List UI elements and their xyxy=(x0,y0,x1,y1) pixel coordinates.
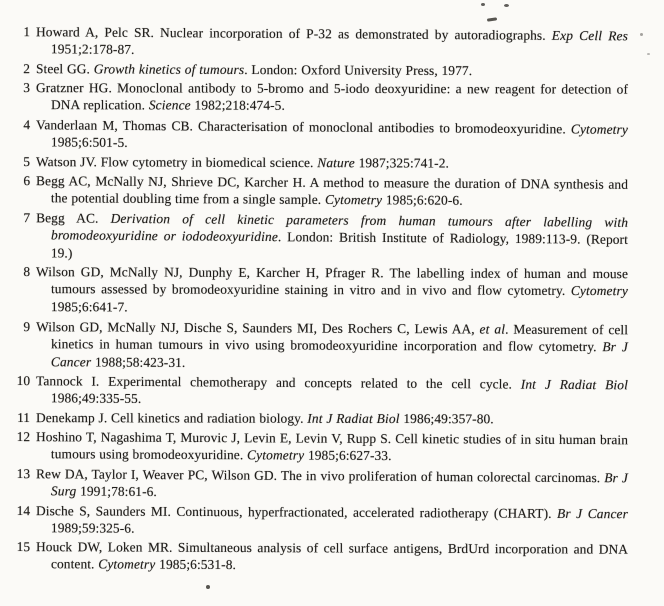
reference-item xyxy=(8,538,628,576)
scan-dash-mark xyxy=(487,17,497,21)
reference-text: Houck DW, Loken MR. Simultaneous analysis of cell surface antigens, BrdUrd incorporation and DNA content. Cytometry 1985;6:531-8. xyxy=(36,539,629,573)
reference-text: Begg AC. Derivation of cell kinetic parameters from human tumours after labelling with bromodeoxyuridine or iododeoxyuridine. London: British Institute of Radiology, 1989:113-9. (Report 19.) xyxy=(36,210,629,261)
reference-text: Watson JV. Flow cytometry in biomedical science. Nature 1987;325:741-2. xyxy=(35,153,450,171)
reference-item xyxy=(8,409,628,428)
reference-item xyxy=(8,318,628,373)
reference-text: Rew DA, Taylor I, Weaver PC, Wilson GD. The in vivo proliferation of human colorectal carcinomas. Br J Surg 1991;78:61-6. xyxy=(36,465,629,500)
reference-text: Steel GG. Growth kinetics of tumours. London: Oxford University Press, 1977. xyxy=(35,60,473,78)
reference-number: 12 xyxy=(16,428,31,445)
reference-item xyxy=(8,23,628,62)
reference-item xyxy=(8,116,628,156)
reference-item xyxy=(8,428,628,466)
reference-number: 7 xyxy=(23,210,31,226)
reference-item xyxy=(8,465,628,504)
reference-number: 13 xyxy=(16,465,31,481)
reference-number: 11 xyxy=(17,409,31,425)
reference-list xyxy=(8,23,628,575)
reference-number: 3 xyxy=(23,80,31,96)
reference-text: Begg AC, McNally NJ, Shrieve DC, Karcher H. A method to measure the duration of DNA synthesis and the potential doubling time from a single sample. Cytometry 1985;6:620-6. xyxy=(36,173,629,209)
reference-number: 14 xyxy=(16,502,31,518)
reference-text: Tannock I. Experimental chemotherapy and concepts related to the cell cycle. Int J Radiat Biol 1986;49:335-55. xyxy=(36,372,629,407)
reference-number: 5 xyxy=(23,153,31,169)
reference-item xyxy=(8,153,628,173)
reference-item xyxy=(8,172,628,211)
reference-number: 6 xyxy=(23,173,31,189)
scan-speck xyxy=(481,3,485,6)
reference-number: 1 xyxy=(23,24,31,40)
reference-text: Howard A, Pelc SR. Nuclear incorporation of P-32 as demonstrated by autoradiographs. Exp Cell Res 1951;2:178-87. xyxy=(36,24,629,58)
reference-text: Wilson GD, McNally NJ, Dunphy E, Karcher H, Pfrager R. The labelling index of human and mouse tumours assessed by bromodeoxyuridine staining in vitro and in vivo and flow cytometry. Cytometry 1985;6:641-7. xyxy=(36,264,629,315)
scan-speck xyxy=(640,33,643,36)
reference-item xyxy=(8,209,628,266)
reference-number: 15 xyxy=(16,539,31,555)
reference-number: 2 xyxy=(23,60,31,76)
reference-number: 8 xyxy=(23,264,31,280)
reference-item xyxy=(8,502,628,540)
reference-text: Hoshino T, Nagashima T, Murovic J, Levin E, Levin V, Rupp S. Cell kinetic studies of in situ human brain tumours using bromodeoxyuridine. Cytometry 1985;6:627-33. xyxy=(36,429,629,464)
reference-item xyxy=(8,263,628,317)
reference-number: 4 xyxy=(23,117,31,133)
reference-text: Vanderlaan M, Thomas CB. Characterisation of monoclonal antibodies to bromodeoxyuridine. Cytometry 1985;6:501-5. xyxy=(36,117,629,151)
scan-speck xyxy=(504,4,509,7)
reference-number: 9 xyxy=(23,318,31,334)
reference-text: Denekamp J. Cell kinetics and radiation biology. Int J Radiat Biol 1986;49:357-80. xyxy=(35,409,494,426)
reference-text: Gratzner HG. Monoclonal antibody to 5-bromo and 5-iodo deoxyuridine: a new reagent for detection of DNA replication. Science 1982;218:474-5. xyxy=(36,80,629,114)
scan-speck xyxy=(647,53,650,55)
scan-speck xyxy=(206,585,210,589)
reference-number: 10 xyxy=(16,372,31,388)
reference-text: Wilson GD, McNally NJ, Dische S, Saunders MI, Des Rochers C, Lewis AA, et al. Measurement of cell kinetics in human tumours in vivo using bromodeoxyuridine incorporation and flow cytometry. Br J Cancer 1988;58:423-31. xyxy=(36,318,629,370)
reference-item xyxy=(8,372,628,411)
reference-item xyxy=(8,79,628,115)
reference-item xyxy=(8,60,628,80)
reference-text: Dische S, Saunders MI. Continuous, hyperfractionated, accelerated radiotherapy (CHART). Br J Cancer 1989;59:325-6. xyxy=(36,502,629,536)
